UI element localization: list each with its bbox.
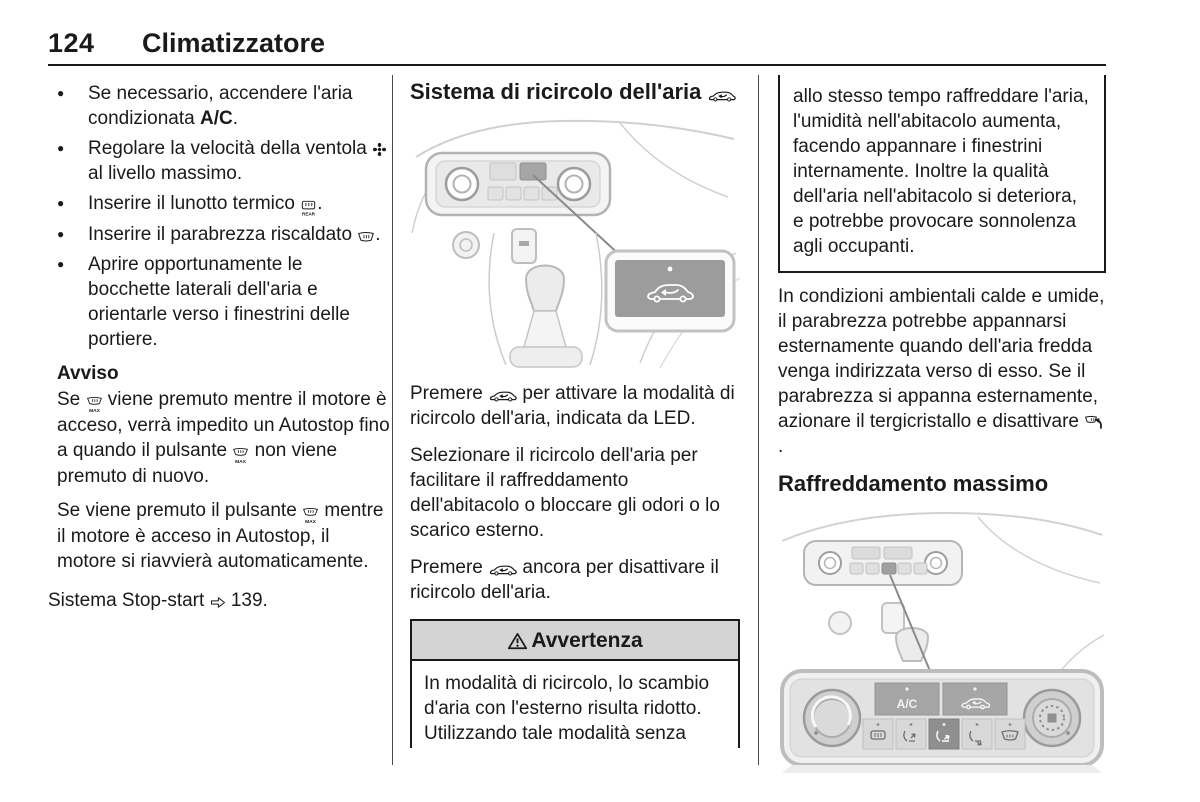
recirc-icon (488, 381, 517, 406)
windscreen-max-icon (232, 438, 249, 464)
usb-port (882, 603, 904, 633)
selected-button-highlight (882, 563, 896, 574)
fan-knob (1024, 690, 1080, 746)
paragraph: Selezionare il ricircolo dell'aria per facilitare il raffreddamento dell'abitacolo o bloccare gli odori o lo scarico esterno. (410, 445, 720, 541)
paragraph: Premere per attivare la modalità di ricircolo dell'aria, indicata da LED. (410, 383, 735, 429)
heated-windscreen-icon (357, 222, 375, 247)
chapter-title: Climatizzatore (142, 28, 326, 58)
notice-title: Avviso (57, 363, 119, 384)
warning-continuation-box: allo stesso tempo raffreddare l'aria, l'umidità nell'abitacolo aumenta, facendo appannare i finestrini internamente. Inoltre la qualità dell'aria nell'abitacolo si deteriora, e potrebbe provocare sonnolenza agli occupanti. (778, 75, 1106, 273)
bullet-text: ● Aprire opportunamente le bocchette laterali dell'aria e orientarle verso i finestrini delle portiere. (88, 254, 350, 350)
stop-start-reference: Sistema Stop-start 139. (48, 590, 268, 611)
bullet-text: ● Regolare la velocità della ventola al livello massimo. (88, 136, 392, 186)
section-heading-recirculation: Sistema di ricircolo dell'aria (410, 79, 740, 105)
column-middle (393, 75, 758, 787)
start-button (829, 612, 851, 634)
column-left (48, 75, 392, 787)
air-distribution-buttons (863, 719, 1025, 749)
figure-recirculation-console (410, 113, 740, 371)
windscreen-max-icon (302, 498, 319, 524)
warning-body: In modalità di ricircolo, lo scambio d'aria con l'esterno risulta ridotto. Utilizzando tale modalità senza (424, 673, 710, 744)
warning-box (410, 619, 740, 748)
svg-text:MAX: MAX (305, 520, 316, 524)
windscreen-max-icon (86, 387, 103, 413)
svg-text:MAX: MAX (88, 409, 100, 413)
recirc-button-highlight (520, 163, 546, 180)
ac-button-label: A/C (896, 697, 918, 711)
bullet-item (48, 136, 392, 186)
climate-panel (426, 153, 610, 215)
windscreen-air-icon (1084, 409, 1103, 434)
ref-arrow-icon (210, 588, 226, 613)
svg-text:REAR: REAR (302, 211, 316, 217)
notice-section (48, 361, 392, 574)
notice-paragraph: Se MAX viene premuto mentre il motore è acceso, verrà impedito un Autostop fino a quando il pulsante MAX non viene premuto di nuovo. (57, 389, 390, 487)
page-number: 124 (48, 28, 95, 58)
svg-text:MAX: MAX (235, 460, 247, 464)
notice-paragraph: Se viene premuto il pulsante MAX mentre il motore è acceso in Autostop, il motore si riavvierà automaticamente. (57, 500, 384, 572)
console-base (782, 765, 1102, 773)
gear-shifter (510, 266, 582, 368)
led-indicator (668, 267, 673, 272)
recirc-button-inset (606, 251, 734, 331)
bullet-text: ● Inserire il parabrezza riscaldato . (88, 224, 381, 245)
recirc-icon (707, 79, 736, 105)
fan-icon (372, 136, 387, 161)
bullet-item (48, 252, 392, 352)
climate-panel (804, 541, 962, 585)
figure-max-cooling-console (778, 505, 1106, 773)
bullet-text: ● Se necessario, accendere l'aria condizionata A/C. (88, 83, 353, 129)
paragraph: Premere ancora per disattivare il ricircolo dell'aria. (410, 557, 719, 603)
paragraph: In condizioni ambientali calde e umide, il parabrezza potrebbe appannarsi esternamente quando dell'aria fredda venga indirizzata verso di esso. Se il parabrezza si appanna esternamente, azionare il tergicristallo e disattivare . (778, 286, 1105, 457)
column-right (759, 75, 1106, 787)
warning-header: Avvertenza (412, 621, 738, 661)
page-header (48, 28, 1106, 66)
section-heading-max-cooling: Raffreddamento massimo (778, 471, 1049, 496)
recirc-icon (488, 555, 517, 580)
bullet-item (48, 222, 392, 247)
content-columns (48, 75, 1106, 787)
bullet-item (48, 191, 392, 217)
start-button (453, 232, 479, 258)
console-illustration-recirculation (410, 113, 740, 371)
bullet-text: ● Inserire il lunotto termico REAR . (88, 193, 323, 217)
rear-demist-icon (300, 191, 317, 217)
warning-triangle-icon (507, 628, 528, 653)
console-illustration-max-cooling (778, 505, 1106, 773)
bullet-item (48, 81, 392, 131)
temperature-knob (804, 690, 860, 746)
climate-panel-inset (782, 671, 1102, 765)
